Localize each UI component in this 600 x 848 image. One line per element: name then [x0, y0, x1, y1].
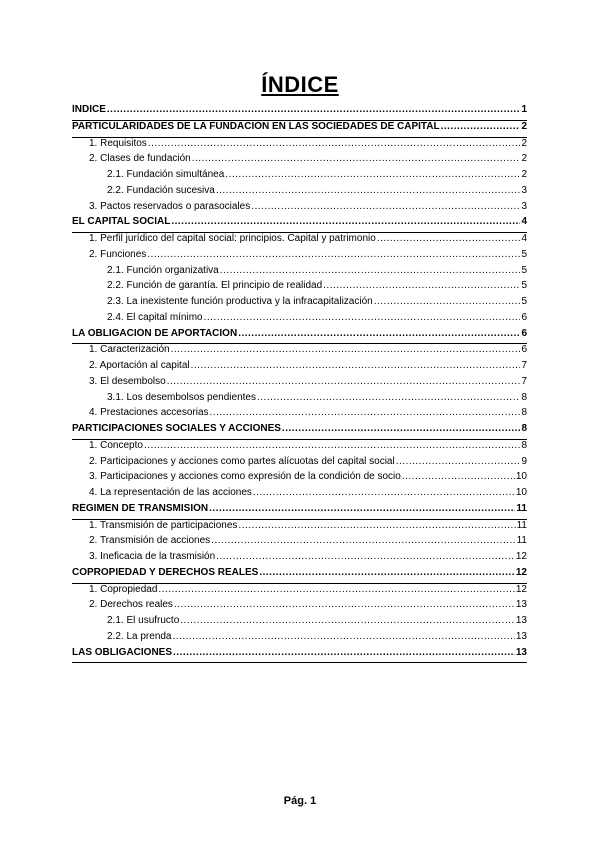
dot-leader — [396, 456, 521, 467]
toc-entry-page-number: 7 — [521, 360, 527, 371]
page-number-footer: Pág. 1 — [283, 795, 317, 807]
toc-entry-label: PARTICIPACIONES SOCIALES Y ACCIONES — [72, 423, 281, 434]
toc-entry-page-number: 13 — [515, 615, 527, 626]
toc-entry-page-number: 2 — [521, 169, 527, 180]
toc-entry-label: 2. Derechos reales — [89, 599, 173, 611]
toc-entry[interactable] — [72, 520, 527, 536]
toc-entry[interactable] — [72, 440, 527, 456]
toc-entry[interactable] — [72, 551, 527, 567]
dot-leader — [204, 312, 521, 323]
toc-entry[interactable] — [72, 328, 527, 345]
toc-entry-page-number: 4 — [521, 233, 527, 244]
toc-entry[interactable] — [72, 599, 527, 615]
toc-entry[interactable] — [72, 423, 527, 440]
toc-entry-label: 2. Aportación al capital — [89, 360, 190, 371]
toc-entry-page-number: 2 — [521, 137, 527, 149]
toc-entry-page-number: 9 — [521, 455, 527, 467]
toc-entry-label: ÍNDICE — [72, 104, 106, 115]
toc-entry-label: 2. Participaciones y acciones como partes alícuotas del capital social — [89, 455, 395, 467]
table-of-contents — [72, 104, 527, 663]
dot-leader — [323, 280, 520, 291]
toc-entry-page-number: 10 — [515, 487, 527, 498]
toc-entry-page-number: 8 — [521, 407, 527, 419]
dot-leader — [209, 503, 515, 514]
toc-entry-label: 3. El desembolso — [89, 375, 166, 387]
dot-leader — [174, 599, 515, 610]
dot-leader — [220, 265, 521, 276]
toc-entry-label: 2.1. Función organizativa — [107, 264, 219, 276]
toc-entry-page-number: 11 — [516, 502, 527, 514]
toc-entry[interactable] — [72, 104, 527, 121]
toc-entry-page-number: 5 — [521, 280, 527, 292]
toc-entry-page-number: 3 — [521, 184, 527, 196]
toc-entry[interactable] — [72, 407, 527, 423]
toc-entry-label: 2.4. El capital mínimo — [107, 311, 203, 323]
toc-entry-label: 1. Concepto — [89, 439, 143, 451]
toc-entry-page-number: 4 — [521, 216, 527, 228]
toc-entry-label: 1. Caracterización — [89, 344, 170, 356]
dot-leader — [180, 615, 515, 626]
toc-entry-label: 2.2. Fundación sucesiva — [107, 184, 215, 196]
dot-leader — [191, 360, 521, 371]
toc-entry[interactable] — [72, 392, 527, 408]
dot-leader — [107, 104, 521, 115]
toc-entry[interactable] — [72, 584, 527, 600]
toc-entry-label: 1. Copropiedad — [89, 583, 158, 595]
toc-entry[interactable] — [72, 169, 527, 185]
dot-leader — [374, 296, 521, 307]
toc-entry-page-number: 10 — [515, 471, 527, 483]
toc-entry-page-number: 6 — [521, 311, 527, 323]
dot-leader — [171, 216, 520, 227]
toc-entry-page-number: 11 — [516, 535, 527, 547]
dot-leader — [148, 138, 521, 149]
toc-entry-label: 2. Clases de fundación — [89, 153, 191, 165]
toc-entry[interactable] — [72, 233, 527, 249]
toc-entry[interactable] — [72, 456, 527, 472]
toc-entry-page-number: 2 — [521, 120, 527, 132]
toc-entry-label: 2.1. Fundación simultánea — [107, 169, 225, 180]
toc-entry-page-number: 13 — [515, 599, 527, 611]
toc-entry-label: LA OBLIGACIÓN DE APORTACIÓN — [72, 327, 238, 339]
dot-leader — [216, 185, 521, 196]
dot-leader — [173, 647, 515, 658]
toc-entry-page-number: 11 — [516, 519, 527, 531]
toc-entry-label: 2.2. La prenda — [107, 630, 172, 642]
page-title: ÍNDICE — [261, 72, 339, 97]
toc-entry-page-number: 7 — [521, 375, 527, 387]
toc-entry-page-number: 5 — [521, 248, 527, 260]
toc-entry-label: EL CAPITAL SOCIAL — [72, 216, 171, 228]
toc-entry-page-number: 5 — [521, 296, 527, 307]
toc-entry-label: 3.1. Los desembolsos pendientes — [107, 391, 256, 403]
toc-entry[interactable] — [72, 280, 527, 296]
toc-entry-label: 1. Requisitos — [89, 137, 147, 149]
toc-entry[interactable] — [72, 344, 527, 360]
toc-entry-label: RÉGIMEN DE TRANSMISIÓN — [72, 502, 209, 514]
toc-entry[interactable] — [72, 376, 527, 392]
toc-entry-label: LAS OBLIGACIONES — [72, 646, 173, 658]
toc-entry-page-number: 8 — [521, 439, 527, 451]
dot-leader — [216, 551, 515, 562]
toc-entry[interactable] — [72, 487, 527, 503]
toc-entry[interactable] — [72, 631, 527, 647]
dot-leader — [167, 376, 521, 387]
toc-entry[interactable] — [72, 201, 527, 217]
dot-leader — [210, 407, 521, 418]
toc-entry-page-number: 1 — [521, 104, 527, 115]
toc-entry-page-number: 3 — [521, 200, 527, 212]
dot-leader — [173, 631, 515, 642]
toc-entry[interactable] — [72, 185, 527, 201]
toc-entry[interactable] — [72, 647, 527, 664]
toc-entry-label: 2. Transmisión de acciones — [89, 535, 211, 547]
toc-entry-page-number: 13 — [515, 630, 527, 642]
dot-leader — [238, 328, 520, 339]
toc-entry[interactable] — [72, 296, 527, 312]
toc-entry[interactable] — [72, 153, 527, 169]
toc-entry-page-number: 6 — [521, 344, 527, 356]
toc-entry[interactable] — [72, 615, 527, 631]
dot-leader — [377, 233, 521, 244]
toc-entry-page-number: 13 — [515, 646, 527, 658]
toc-entry-label: 4. Prestaciones accesorias — [89, 407, 209, 419]
dot-leader — [144, 440, 521, 451]
dot-leader — [441, 121, 521, 132]
toc-entry-page-number: 5 — [521, 264, 527, 276]
toc-entry-label: COPROPIEDAD Y DERECHOS REALES — [72, 566, 259, 578]
toc-entry-page-number: 12 — [515, 551, 527, 562]
toc-entry[interactable] — [72, 138, 527, 154]
toc-entry-page-number: 8 — [521, 423, 527, 434]
dot-leader — [147, 249, 520, 260]
toc-entry-label: 2.2. Función de garantía. El principio de realidad — [107, 280, 323, 292]
dot-leader — [402, 471, 515, 482]
toc-entry[interactable] — [72, 249, 527, 265]
toc-entry-label: 2.3. La inexistente función productiva y la infracapitalización — [107, 296, 373, 307]
toc-entry[interactable] — [72, 535, 527, 551]
toc-entry[interactable] — [72, 567, 527, 584]
toc-entry-page-number: 2 — [521, 153, 527, 165]
toc-entry-label: 3. Pactos reservados o parasociales — [89, 200, 251, 212]
dot-leader — [192, 153, 521, 164]
toc-entry-page-number: 6 — [521, 327, 527, 339]
dot-leader — [238, 520, 515, 531]
toc-entry[interactable] — [72, 503, 527, 520]
dot-leader — [257, 392, 520, 403]
toc-entry[interactable] — [72, 216, 527, 233]
dot-leader — [158, 584, 514, 595]
toc-entry-label: 3. Ineficacia de la trasmisión — [89, 551, 216, 562]
toc-entry-page-number: 12 — [515, 583, 527, 595]
toc-entry[interactable] — [72, 312, 527, 328]
toc-entry-label: 4. La representación de las acciones — [89, 487, 252, 498]
dot-leader — [259, 567, 515, 578]
dot-leader — [251, 201, 520, 212]
toc-entry-page-number: 12 — [515, 566, 527, 578]
toc-entry-label: PARTICULARIDADES DE LA FUNDACIÓN EN LAS SOCIEDADES DE CAPITAL — [72, 120, 440, 132]
dot-leader — [211, 535, 515, 546]
dot-leader — [253, 487, 515, 498]
toc-entry-label: 1. Perfil jurídico del capital social: principios. Capital y patrimonio — [89, 233, 376, 244]
toc-entry[interactable] — [72, 265, 527, 281]
toc-entry-label: 3. Participaciones y acciones como expresión de la condición de socio — [89, 471, 401, 483]
toc-entry[interactable] — [72, 360, 527, 376]
toc-entry-page-number: 8 — [521, 391, 527, 403]
toc-entry-label: 1. Transmisión de participaciones — [89, 519, 238, 531]
toc-entry[interactable] — [72, 121, 527, 138]
dot-leader — [225, 169, 520, 180]
toc-entry-label: 2.1. El usufructo — [107, 615, 180, 626]
dot-leader — [171, 344, 521, 355]
toc-entry[interactable] — [72, 471, 527, 487]
dot-leader — [282, 423, 521, 434]
toc-entry-label: 2. Funciones — [89, 248, 147, 260]
